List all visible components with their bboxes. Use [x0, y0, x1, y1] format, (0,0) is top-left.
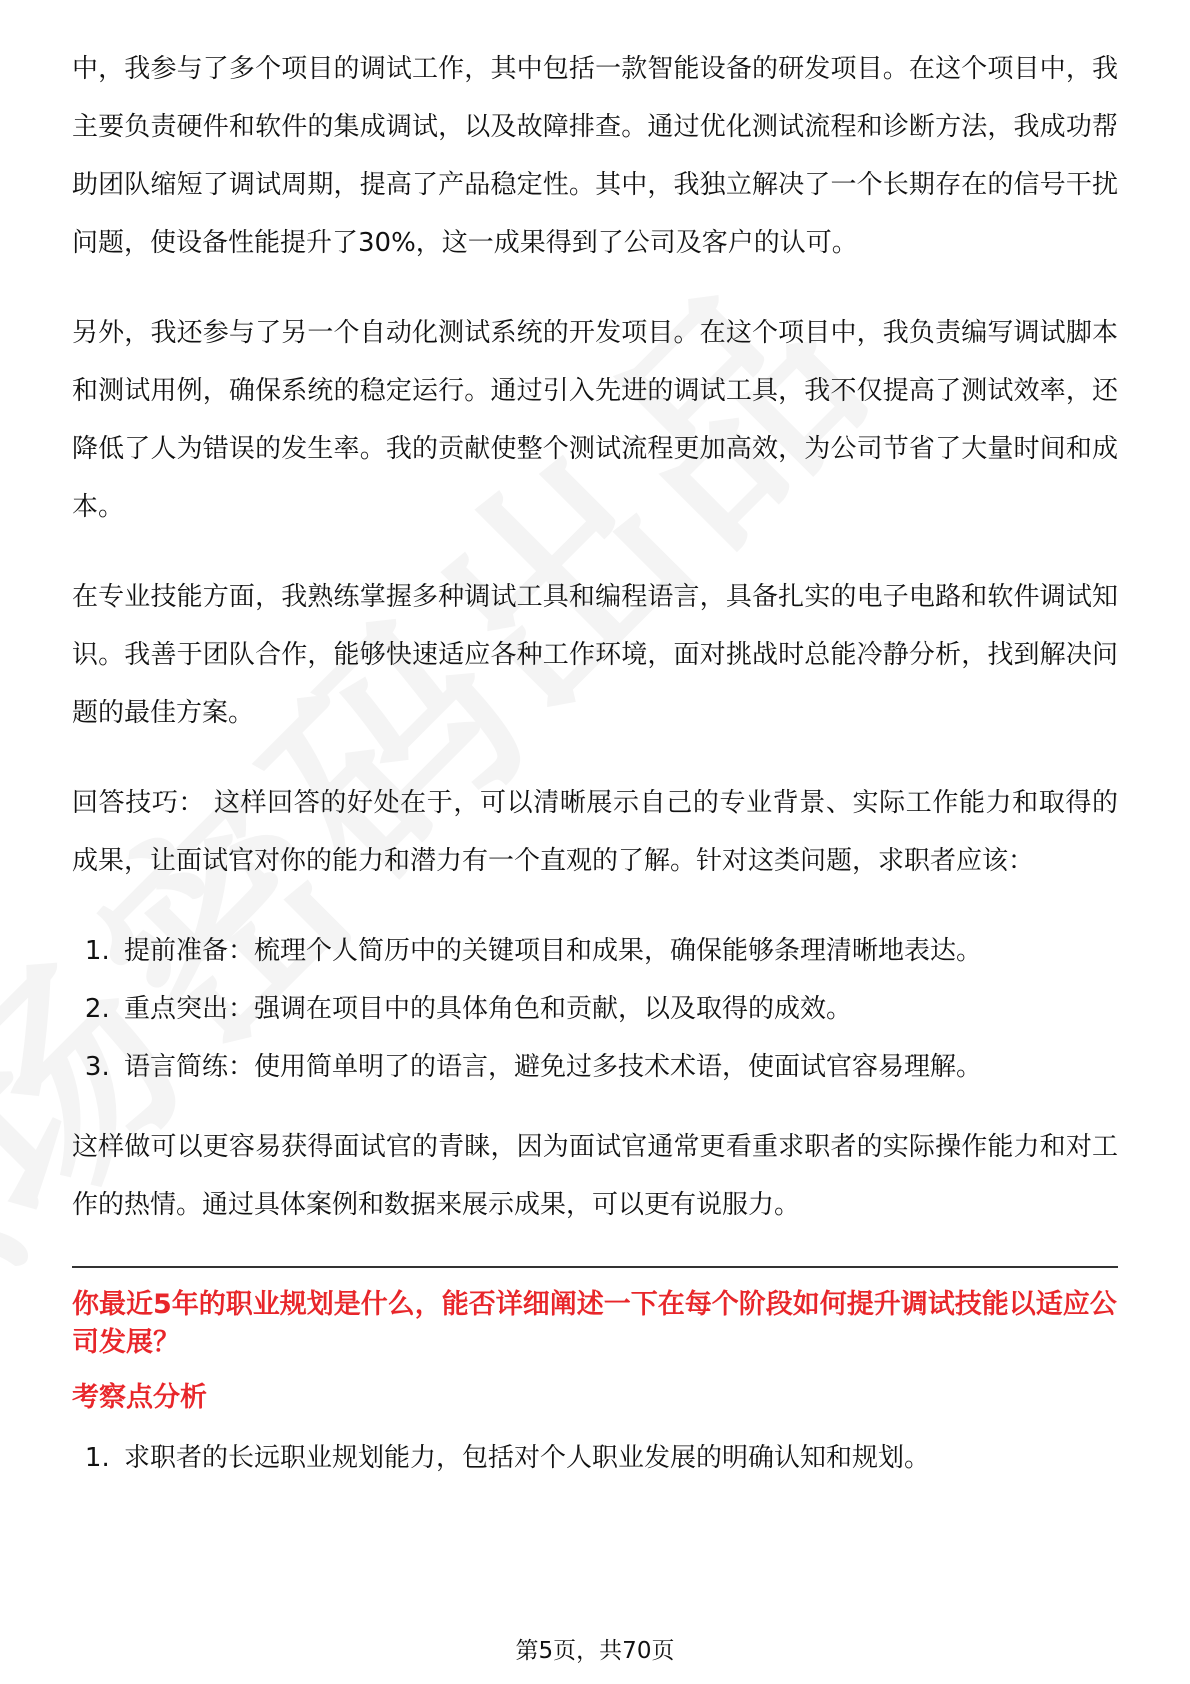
- document-body: [72, 40, 1118, 1486]
- list-item: 1. 求职者的长远职业规划能力，包括对个人职业发展的明确认知和规划。: [118, 1430, 1118, 1486]
- list-item: 3. 语言简练：使用简单明了的语言，避免过多技术术语，使面试官容易理解。: [118, 1038, 1118, 1096]
- page-footer: 第5页，共70页: [515, 1638, 675, 1664]
- paragraph-automation-project: 另外，我还参与了另一个自动化测试系统的开发项目。在这个项目中，我负责编写调试脚本和测试用例，确保系统的稳定运行。通过引入先进的调试工具，我不仅提高了测试效率，还降低了人为错误的发生率。我的贡献使整个测试流程更加高效，为公司节省了大量时间和成本。: [72, 318, 1118, 522]
- paragraph-answer-tips: 回答技巧： 这样回答的好处在于，可以清晰展示自己的专业背景、实际工作能力和取得的成果，让面试官对你的能力和潜力有一个直观的了解。针对这类问题，求职者应该：: [72, 788, 1118, 876]
- paragraph-professional-skills: 在专业技能方面，我熟练掌握多种调试工具和编程语言，具备扎实的电子电路和软件调试知识。我善于团队合作，能够快速适应各种工作环境，面对挑战时总能冷静分析，找到解决问题的最佳方案。: [72, 582, 1118, 728]
- analysis-heading: 考察点分析: [72, 1382, 207, 1413]
- paragraph-project-experience: 中，我参与了多个项目的调试工作，其中包括一款智能设备的研发项目。在这个项目中，我主要负责硬件和软件的集成调试，以及故障排查。通过优化测试流程和诊断方法，我成功帮助团队缩短了调试周期，提高了产品稳定性。其中，我独立解决了一个长期存在的信号干扰问题，使设备性能提升了30%，这一成果得到了公司及客户的认可。: [72, 54, 1118, 258]
- paragraph-closing: 这样做可以更容易获得面试官的青睐，因为面试官通常更看重求职者的实际操作能力和对工作的热情。通过具体案例和数据来展示成果，可以更有说服力。: [72, 1132, 1118, 1220]
- list-item: 2. 重点突出：强调在项目中的具体角色和贡献，以及取得的成效。: [118, 980, 1118, 1038]
- list-item: 1. 提前准备：梳理个人简历中的关键项目和成果，确保能够条理清晰地表达。: [118, 922, 1118, 980]
- analysis-list: [72, 1430, 1118, 1486]
- tips-list: [72, 922, 1118, 1096]
- question-title: 你最近5年的职业规划是什么，能否详细阐述一下在每个阶段如何提升调试技能以适应公司发展？: [72, 1289, 1117, 1358]
- section-divider: [72, 1266, 1118, 1268]
